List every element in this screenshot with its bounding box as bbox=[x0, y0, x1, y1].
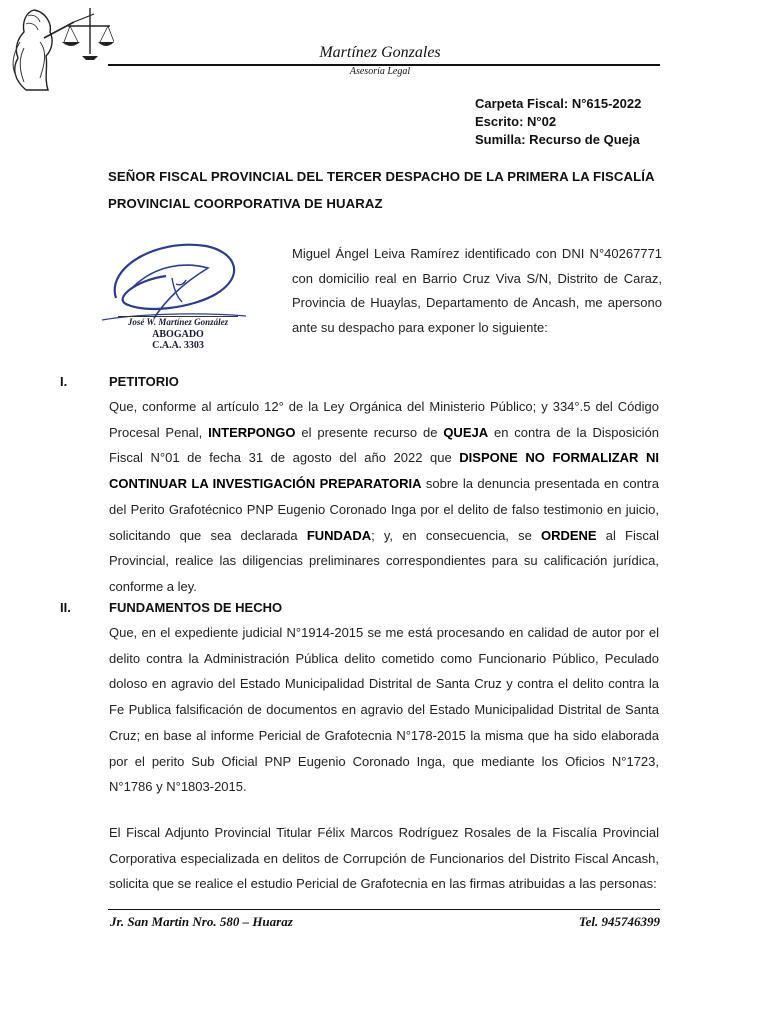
stamp-name: José W. Martínez González bbox=[118, 316, 238, 327]
fundamentos-paragraph-2: El Fiscal Adjunto Provincial Titular Félix Marcos Rodríguez Rosales de la Fiscalía Provincial Corporativa especializada en delitos de Corrupción de Funcionarios del Distrito Fiscal Ancash, solicita que se realice el estudio Pericial de Grafotecnia en las firmas atribuidas a las personas: bbox=[109, 825, 659, 892]
section-title-petitorio: PETITORIO bbox=[109, 374, 179, 389]
petitorio-bold: FUNDADA bbox=[306, 527, 372, 543]
writ-number: Escrito: N°02 bbox=[475, 114, 557, 129]
petitorio-text: al Fiscal Provincial, realice las diligencias preliminares correspondientes para su calificación jurídica, conforme a ley. bbox=[109, 527, 659, 594]
petitorio-text: Que, conforme al artículo 12° de la Ley Orgánica del Ministerio Público; y 334°.5 del Código Procesal Penal, bbox=[109, 399, 659, 440]
addressee: SEÑOR FISCAL PROVINCIAL DEL TERCER DESPACHO DE LA PRIMERA LA FISCALÍA PROVINCIAL COORPORATIVA DE HUARAZ bbox=[108, 169, 655, 211]
petitorio-text: el presente recurso de bbox=[295, 424, 444, 440]
section-number-2: II. bbox=[60, 600, 71, 615]
summary: Sumilla: Recurso de Queja bbox=[475, 132, 640, 147]
footer-address: Jr. San Martin Nro. 580 – Huaraz bbox=[110, 914, 293, 929]
petitorio-text: ; y, en consecuencia, se bbox=[371, 527, 541, 543]
firm-subtitle: Asesoría Legal bbox=[349, 66, 411, 77]
petitorio-bold: QUEJA bbox=[443, 424, 489, 440]
section-number-1: I. bbox=[60, 374, 68, 389]
petitorio-bold: INTERPONGO bbox=[208, 424, 296, 440]
footer-phone: Tel. 945746399 bbox=[578, 914, 660, 929]
stamp-title: ABOGADO bbox=[152, 329, 204, 340]
firm-name: Martínez Gonzales bbox=[319, 44, 441, 61]
signature-stamp bbox=[96, 228, 256, 356]
fundamentos-paragraph-1: Que, en el expediente judicial N°1914-2015 se me está procesando en calidad de autor por el delito contra la Administración Pública delito cometido como Funcionario Público, Peculado doloso en agravio del Estado Municipalidad Distrital de Santa Cruz y contra el delito contra la Fe Publica falsificación de documentos en agravio del Estado Municipalidad Distrital de Santa Cruz; en base al informe Pericial de Grafotecnia N°178-2015 la misma que ha sido elaborada por el perito Sub Oficial PNP Eugenio Coronado Inga, que mediante los Oficios N°1723, N°1786 y N°1803-2015. bbox=[109, 625, 659, 795]
intro-paragraph: Miguel Ángel Leiva Ramírez identificado con DNI N°40267771 con domicilio real en Barrio Cruz Viva S/N, Distrito de Caraz, Provincia de Huaylas, Departamento de Ancash, me apersono ante su despacho para exponer lo siguiente: bbox=[292, 246, 662, 335]
case-number: Carpeta Fiscal: N°615-2022 bbox=[475, 96, 642, 111]
case-info bbox=[475, 95, 641, 149]
petitorio-text: sobre la denuncia presentada en contra del Perito Grafotécnico PNP Eugenio Coronado Inga por el delito de falso testimonio en juicio, solicitando que sea declarada bbox=[109, 476, 659, 543]
petitorio-text: en contra de la Disposición Fiscal N°01 de fecha 31 de agosto del año 2022 que bbox=[109, 424, 659, 466]
section-title-fundamentos: FUNDAMENTOS DE HECHO bbox=[109, 600, 283, 615]
petitorio-paragraph bbox=[109, 394, 659, 600]
petitorio-bold: ORDENE bbox=[540, 527, 597, 543]
petitorio-bold: DISPONE NO FORMALIZAR NI CONTINUAR LA INVESTIGACIÓN PREPARATORIA bbox=[109, 450, 659, 492]
justice-logo bbox=[4, 2, 114, 94]
stamp-registration: C.A.A. 3303 bbox=[152, 340, 204, 351]
footer-rule bbox=[108, 909, 660, 910]
